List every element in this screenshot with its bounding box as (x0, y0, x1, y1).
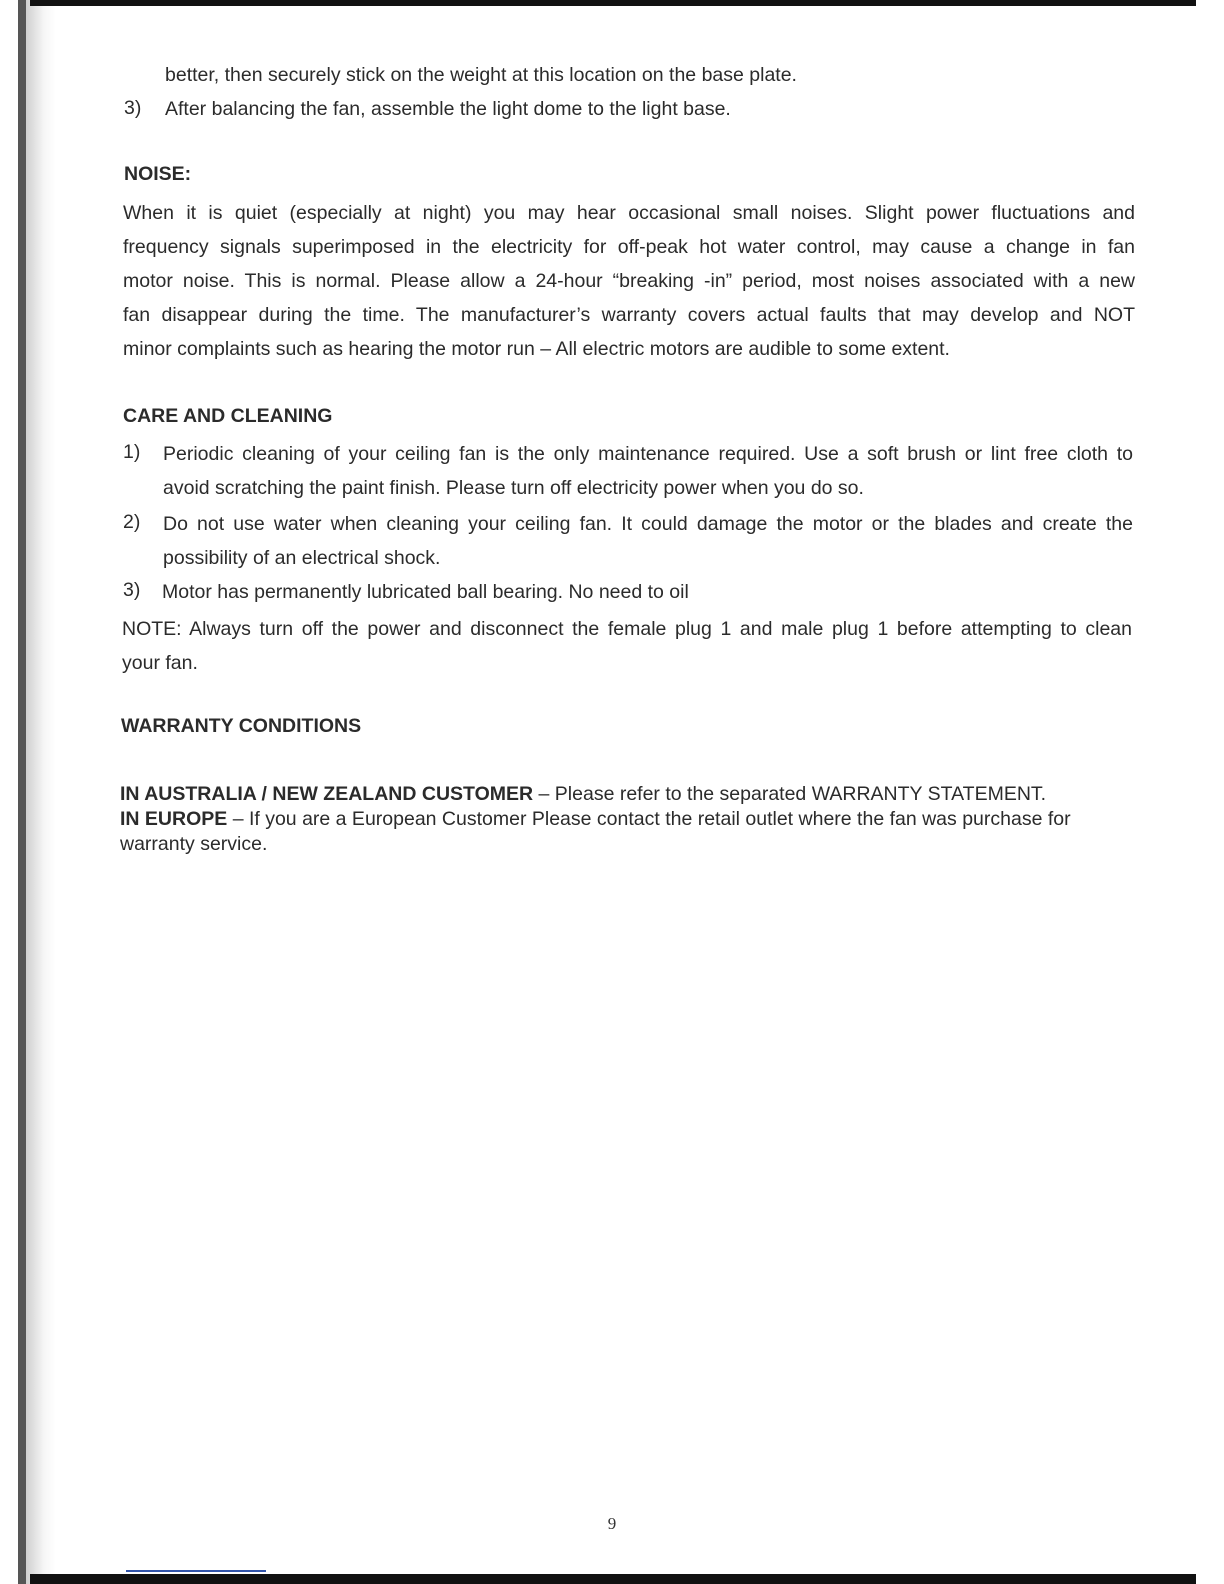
care-item-line: possibility of an electrical shock. (163, 547, 441, 569)
care-item-1 (163, 437, 1133, 505)
care-heading: CARE AND CLEANING (123, 405, 333, 427)
care-item-3: Motor has permanently lubricated ball bearing. No need to oil (162, 581, 689, 603)
care-item-line: avoid scratching the paint finish. Please turn off electricity power when you do so. (163, 477, 864, 499)
warranty-heading: WARRANTY CONDITIONS (121, 715, 362, 737)
warranty-text (120, 782, 1132, 857)
care-item-line: Do not use water when cleaning your ceiling fan. It could damage the motor or the blades and create the (163, 513, 1133, 535)
balancing-continuation: better, then securely stick on the weight at this location on the base plate. (165, 64, 797, 86)
page-number: 9 (607, 1514, 617, 1533)
warranty-au-label: IN AUSTRALIA / NEW ZEALAND CUSTOMER (120, 783, 534, 805)
warranty-eu-label: IN EUROPE (120, 808, 228, 830)
noise-line: fan disappear during the time. The manufacturer’s warranty covers actual faults that may develop and NOT (123, 304, 1135, 326)
noise-line: When it is quiet (especially at night) you may hear occasional small noises. Slight power fluctuations and (123, 202, 1135, 224)
care-note-line: your fan. (122, 652, 198, 674)
warranty-eu-text: – If you are a European Customer Please contact the retail outlet where the fan was purchase for (227, 808, 1071, 830)
care-item-2 (163, 507, 1133, 575)
noise-line: motor noise. This is normal. Please allow a 24-hour “breaking -in” period, most noises associated with a new (123, 270, 1135, 292)
noise-line: frequency signals superimposed in the electricity for off-peak hot water control, may cause a change in fan (123, 236, 1135, 258)
warranty-au-text: – Please refer to the separated WARRANTY STATEMENT. (533, 783, 1047, 805)
care-item-number: 1) (123, 441, 141, 463)
noise-line: minor complaints such as hearing the motor run – All electric motors are audible to some extent. (123, 338, 950, 360)
warranty-eu-line-2: warranty service. (120, 833, 268, 855)
care-item-line: Periodic cleaning of your ceiling fan is the only maintenance required. Use a soft brush or lint free cloth to (163, 443, 1133, 465)
balancing-item-text: After balancing the fan, assemble the light dome to the light base. (165, 98, 731, 120)
balancing-item-number: 3) (124, 97, 142, 119)
warranty-au-line (120, 782, 1132, 807)
warranty-eu-line (120, 807, 1132, 832)
noise-heading: NOISE: (124, 163, 192, 185)
care-note-line: NOTE: Always turn off the power and disconnect the female plug 1 and male plug 1 before attempting to clean (122, 618, 1132, 640)
care-item-number: 3) (123, 579, 141, 601)
care-note (122, 612, 1132, 680)
noise-paragraph (123, 196, 1135, 366)
care-item-number: 2) (123, 511, 141, 533)
